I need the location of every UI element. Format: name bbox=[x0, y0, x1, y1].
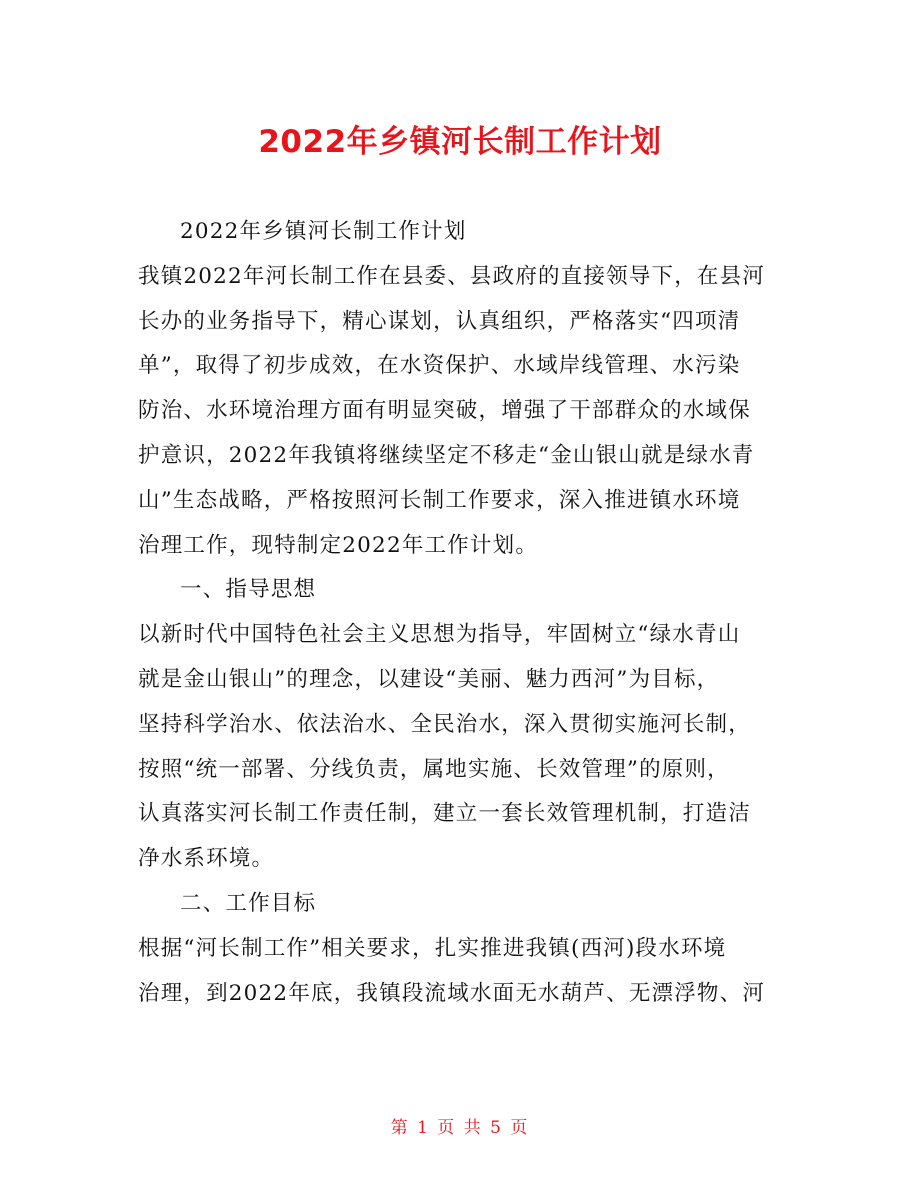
paragraph-line: 净水系环境。 bbox=[138, 846, 275, 872]
paragraph-line: 防治、水环境治理方面有明显突破，增强了干部群众的水域保 bbox=[138, 398, 751, 424]
section-heading-work-goals: 二、工作目标 bbox=[180, 890, 317, 916]
paragraph-line: 坚持科学治水、依法治水、全民治水，深入贯彻实施河长制， bbox=[138, 711, 751, 737]
paragraph-line: 单”，取得了初步成效，在水资保护、水域岸线管理、水污染 bbox=[138, 353, 741, 379]
paragraph-line: 长办的业务指导下，精心谋划，认真组织，严格落实“四项清 bbox=[138, 308, 741, 334]
paragraph-line: 以新时代中国特色社会主义思想为指导，牢固树立“绿水青山 bbox=[138, 622, 741, 648]
subtitle-line: 2022年乡镇河长制工作计划 bbox=[180, 219, 467, 244]
section-heading-guiding-ideology: 一、指导思想 bbox=[180, 577, 317, 603]
paragraph-line: 按照“统一部署、分线负责，属地实施、长效管理”的原则， bbox=[138, 756, 730, 782]
paragraph-line: 认真落实河长制工作责任制，建立一套长效管理机制，打造洁 bbox=[138, 801, 751, 827]
page-number-footer: 第 1 页 共 5 页 bbox=[390, 1118, 530, 1138]
paragraph-line: 治理工作，现特制定2022年工作计划。 bbox=[138, 532, 539, 558]
paragraph-line: 根据“河长制工作”相关要求，扎实推进我镇(西河)段水环境 bbox=[138, 935, 727, 961]
paragraph-line: 山”生态战略，严格按照河长制工作要求，深入推进镇水环境 bbox=[138, 487, 741, 513]
document-title: 2022年乡镇河长制工作计划 bbox=[258, 124, 662, 160]
paragraph-line: 治理，到2022年底，我镇段流域水面无水葫芦、无漂浮物、河 bbox=[138, 980, 766, 1006]
paragraph-line: 我镇2022年河长制工作在县委、县政府的直接领导下，在县河 bbox=[138, 263, 766, 289]
paragraph-line: 就是金山银山”的理念，以建设“美丽、魅力西河”为目标， bbox=[138, 666, 720, 692]
paragraph-line: 护意识，2022年我镇将继续坚定不移走“金山银山就是绿水青 bbox=[138, 442, 755, 468]
document-body bbox=[138, 210, 788, 1016]
